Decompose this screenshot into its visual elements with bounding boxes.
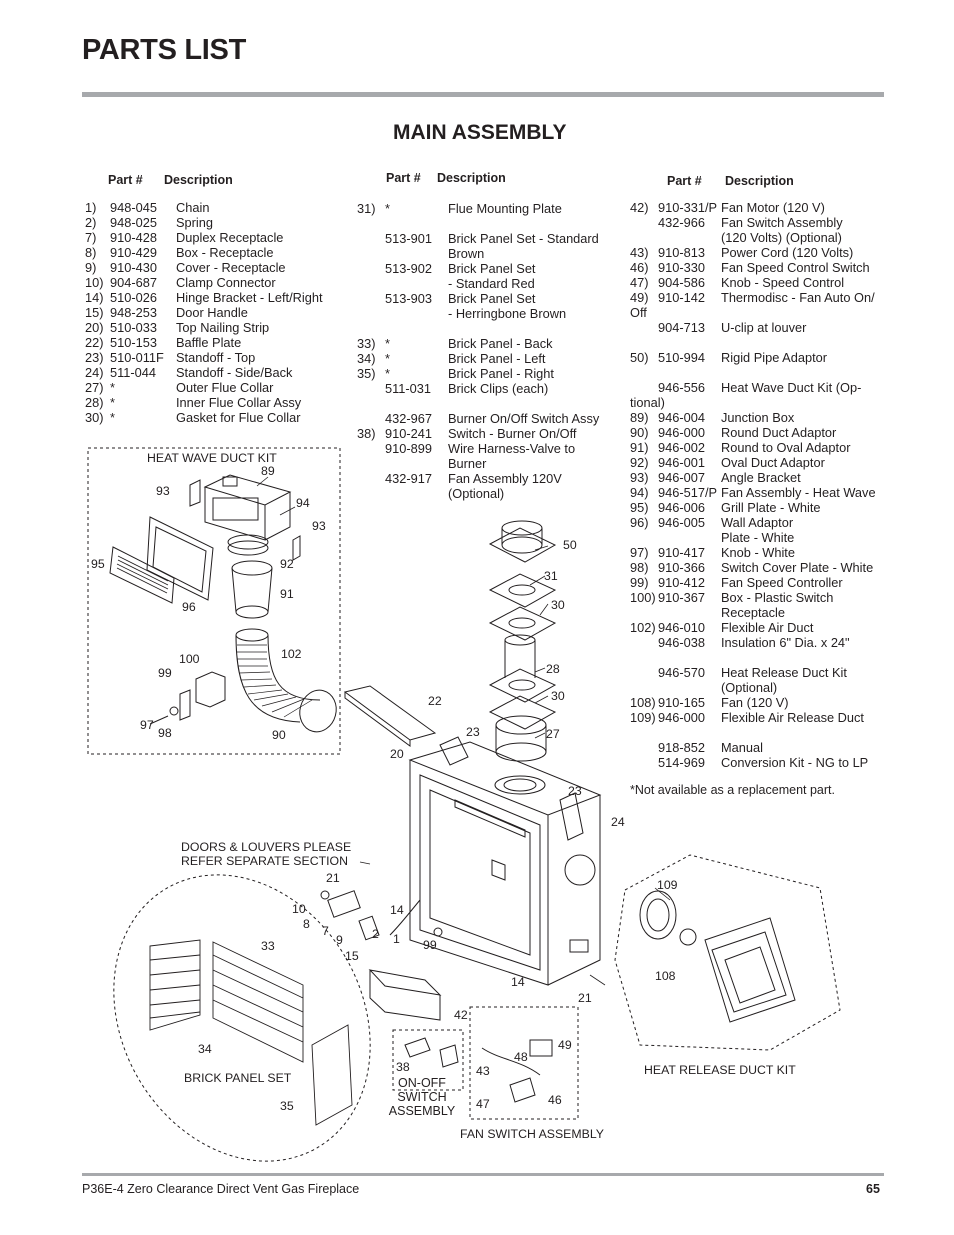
part-description: Burner — [448, 456, 487, 471]
part-description: Fan Switch Assembly — [721, 215, 843, 230]
part-description: Heat Release Duct Kit — [721, 665, 847, 680]
part-number: 910-142 — [658, 290, 705, 305]
part-description: Thermodisc - Fan Auto On/ — [721, 290, 875, 305]
item-number: 50) — [630, 350, 649, 365]
callout-number: 50 — [563, 538, 577, 552]
part-number: 946-556 — [658, 380, 705, 395]
callout-number: 21 — [326, 871, 340, 885]
part-number: 910-899 — [385, 441, 432, 456]
part-number: 510-011F — [110, 350, 164, 365]
heat-wave-kit-outline — [88, 448, 340, 754]
fan-switch-caption: FAN SWITCH ASSEMBLY — [460, 1127, 604, 1141]
item-number: 98) — [630, 560, 649, 575]
part-description: Brick Panel - Right — [448, 366, 554, 381]
part-description: Flue Mounting Plate — [448, 201, 562, 216]
part-number: 511-031 — [385, 381, 432, 396]
part-description: Brick Panel - Left — [448, 351, 546, 366]
part-number: 513-902 — [385, 261, 432, 276]
part-description: Knob - Speed Control — [721, 275, 845, 290]
part-number: 910-428 — [110, 230, 157, 245]
col2-part-header: Part # — [386, 171, 421, 185]
heat-wave-kit-caption: HEAT WAVE DUCT KIT — [147, 451, 277, 465]
part-number: 946-007 — [658, 470, 705, 485]
callout-number: 93 — [312, 519, 326, 533]
callout-number: 97 — [140, 718, 154, 732]
col1-desc-header: Description — [164, 173, 233, 187]
brick-panel-drawing — [150, 940, 352, 1125]
callout-number: 14 — [511, 975, 525, 989]
part-description: Heat Wave Duct Kit (Op- — [721, 380, 862, 395]
item-number: 93) — [630, 470, 649, 485]
callout-number: 30 — [551, 598, 565, 612]
part-number: * — [385, 201, 390, 216]
col3-part-header: Part # — [667, 174, 702, 188]
part-number: 910-412 — [658, 575, 705, 590]
part-number: 513-903 — [385, 291, 432, 306]
onoff-switch-caption: ON-OFF SWITCH ASSEMBLY — [388, 1076, 456, 1118]
callout-number: 23 — [466, 725, 480, 739]
callout-number: 98 — [158, 726, 172, 740]
callout-number: 7 — [322, 924, 329, 938]
part-description: Grill Plate - White — [721, 500, 821, 515]
callout-number: 49 — [558, 1038, 572, 1052]
item-number: 33) — [357, 336, 376, 351]
part-description: Spring — [176, 215, 213, 230]
part-description: Fan Assembly 120V — [448, 471, 562, 486]
part-number: 910-331/P — [658, 200, 718, 215]
part-number: 948-025 — [110, 215, 157, 230]
callout-number: 96 — [182, 600, 196, 614]
availability-note: *Not available as a replacement part. — [630, 783, 835, 797]
item-number: 2) — [85, 215, 97, 230]
callout-number: 38 — [396, 1060, 410, 1074]
part-number: 510-033 — [110, 320, 157, 335]
part-description: Duplex Receptacle — [176, 230, 284, 245]
item-number: 96) — [630, 515, 649, 530]
item-number: 8) — [85, 245, 97, 260]
heat-release-drawing — [640, 891, 795, 1022]
item-number: 109) — [630, 710, 656, 725]
part-description: Flexible Air Duct — [721, 620, 814, 635]
part-description: Brown — [448, 246, 485, 261]
part-number: 432-917 — [385, 471, 432, 486]
part-description: Box - Receptacle — [176, 245, 274, 260]
part-number: 910-430 — [110, 260, 157, 275]
part-description: Brick Panel Set — [448, 291, 536, 306]
part-description: Rigid Pipe Adaptor — [721, 350, 827, 365]
item-number: 95) — [630, 500, 649, 515]
callout-number: 42 — [454, 1008, 468, 1022]
part-description: Insulation 6" Dia. x 24" — [721, 635, 850, 650]
part-number: 946-010 — [658, 620, 705, 635]
item-number: 15) — [85, 305, 104, 320]
part-description: Baffle Plate — [176, 335, 242, 350]
part-number: 948-253 — [110, 305, 157, 320]
part-description: Off — [630, 305, 647, 320]
callout-number: 35 — [280, 1099, 294, 1113]
part-description: (120 Volts) (Optional) — [721, 230, 842, 245]
callout-number: 22 — [428, 694, 442, 708]
brick-panel-caption: BRICK PANEL SET — [184, 1071, 292, 1085]
part-number: 910-165 — [658, 695, 705, 710]
part-description: Wire Harness-Valve to — [448, 441, 576, 456]
callout-number: 89 — [261, 464, 275, 478]
page-number: 65 — [866, 1182, 880, 1196]
part-number: 946-038 — [658, 635, 705, 650]
part-description: Top Nailing Strip — [176, 320, 270, 335]
item-number: 49) — [630, 290, 649, 305]
part-description: Burner On/Off Switch Assy — [448, 411, 600, 426]
part-description: Clamp Connector — [176, 275, 276, 290]
callout-number: 28 — [546, 662, 560, 676]
callout-number: 100 — [179, 652, 200, 666]
callout-number: 92 — [280, 557, 294, 571]
col1-part-header: Part # — [108, 173, 143, 187]
heat-release-outline — [615, 855, 840, 1050]
callout-number: 2 — [372, 927, 379, 941]
callout-number: 94 — [296, 496, 310, 510]
part-description: Knob - White — [721, 545, 795, 560]
callout-number: 33 — [261, 939, 275, 953]
callout-number: 99 — [423, 938, 437, 952]
part-description: Manual — [721, 740, 763, 755]
part-description: - Standard Red — [448, 276, 535, 291]
part-number: 513-901 — [385, 231, 432, 246]
part-number: 432-967 — [385, 411, 432, 426]
part-description: Brick Panel Set - Standard — [448, 231, 599, 246]
part-description: Fan Speed Control Switch — [721, 260, 870, 275]
item-number: 92) — [630, 455, 649, 470]
callout-number: 91 — [280, 587, 294, 601]
item-number: 28) — [85, 395, 104, 410]
callout-number: 1 — [393, 932, 400, 946]
part-description: Hinge Bracket - Left/Right — [176, 290, 323, 305]
part-number: 432-966 — [658, 215, 705, 230]
footer-divider — [82, 1173, 884, 1176]
part-description: Outer Flue Collar — [176, 380, 274, 395]
part-number: 510-994 — [658, 350, 705, 365]
part-description: Wall Adaptor — [721, 515, 794, 530]
part-number: 946-570 — [658, 665, 705, 680]
doors-louvers-caption: DOORS & LOUVERS PLEASE REFER SEPARATE SECTION — [181, 840, 352, 868]
junction-box-drawing — [205, 475, 290, 540]
item-number: 24) — [85, 365, 104, 380]
item-number: 35) — [357, 366, 376, 381]
callout-number: 95 — [91, 557, 105, 571]
part-description: Fan (120 V) — [721, 695, 789, 710]
callout-number: 30 — [551, 689, 565, 703]
item-number: 30) — [85, 410, 104, 425]
part-number: 946-000 — [658, 710, 705, 725]
part-description: Junction Box — [721, 410, 795, 425]
item-number: 108) — [630, 695, 656, 710]
part-number: 946-005 — [658, 515, 705, 530]
item-number: 89) — [630, 410, 649, 425]
part-description: Receptacle — [721, 605, 786, 620]
part-description: Standoff - Side/Back — [176, 365, 293, 380]
part-description: Switch Cover Plate - White — [721, 560, 874, 575]
part-description: Fan Motor (120 V) — [721, 200, 825, 215]
part-description: Round to Oval Adaptor — [721, 440, 851, 455]
part-number: 510-153 — [110, 335, 157, 350]
col2-desc-header: Description — [437, 171, 506, 185]
part-number: * — [385, 336, 390, 351]
item-number: 10) — [85, 275, 104, 290]
item-number: 9) — [85, 260, 97, 275]
part-description: Round Duct Adaptor — [721, 425, 837, 440]
item-number: 91) — [630, 440, 649, 455]
part-number: 946-001 — [658, 455, 705, 470]
item-number: 46) — [630, 260, 649, 275]
heat-release-caption: HEAT RELEASE DUCT KIT — [644, 1063, 796, 1077]
part-number: 904-687 — [110, 275, 157, 290]
part-description: U-clip at louver — [721, 320, 807, 335]
part-number: 946-002 — [658, 440, 705, 455]
part-description: Door Handle — [176, 305, 248, 320]
callout-number: 109 — [657, 878, 678, 892]
item-number: 38) — [357, 426, 376, 441]
part-number: 910-813 — [658, 245, 705, 260]
part-number: 918-852 — [658, 740, 705, 755]
callout-number: 48 — [514, 1050, 528, 1064]
part-description: Box - Plastic Switch — [721, 590, 834, 605]
page-title: PARTS LIST — [82, 34, 247, 66]
callout-number: 99 — [158, 666, 172, 680]
part-number: 910-367 — [658, 590, 705, 605]
item-number: 47) — [630, 275, 649, 290]
part-number: 910-417 — [658, 545, 705, 560]
part-number: 948-045 — [110, 200, 157, 215]
callout-number: 9 — [336, 933, 343, 947]
item-number: 42) — [630, 200, 649, 215]
part-description: Angle Bracket — [721, 470, 801, 485]
item-number: 7) — [85, 230, 97, 245]
part-description: Fan Assembly - Heat Wave — [721, 485, 876, 500]
part-number: * — [110, 395, 115, 410]
part-number: 910-241 — [385, 426, 432, 441]
callout-number: 10 — [292, 902, 306, 916]
part-number: * — [385, 366, 390, 381]
part-description: Brick Panel Set — [448, 261, 536, 276]
flexible-duct-drawing — [236, 629, 341, 736]
part-description: Brick Panel - Back — [448, 336, 553, 351]
part-description: Inner Flue Collar Assy — [176, 395, 302, 410]
item-number: 1) — [85, 200, 97, 215]
callout-number: 90 — [272, 728, 286, 742]
item-number: 102) — [630, 620, 656, 635]
item-number: 22) — [85, 335, 104, 350]
callout-number: 8 — [303, 917, 310, 931]
callout-number: 27 — [546, 727, 560, 741]
part-number: 511-044 — [110, 365, 157, 380]
part-description: tional) — [630, 395, 665, 410]
callout-number: 43 — [476, 1064, 490, 1078]
item-number: 31) — [357, 201, 376, 216]
callout-number: 46 — [548, 1093, 562, 1107]
part-number: 946-517/P — [658, 485, 718, 500]
item-number: 100) — [630, 590, 656, 605]
part-number: * — [385, 351, 390, 366]
footer-document-title: P36E-4 Zero Clearance Direct Vent Gas Fireplace — [82, 1182, 360, 1196]
callout-number: 24 — [611, 815, 625, 829]
callout-number: 108 — [655, 969, 676, 983]
part-description: Oval Duct Adaptor — [721, 455, 825, 470]
part-description: - Herringbone Brown — [448, 306, 567, 321]
col3-desc-header: Description — [725, 174, 794, 188]
part-number: 946-000 — [658, 425, 705, 440]
item-number: 27) — [85, 380, 104, 395]
callout-number: 23 — [568, 784, 582, 798]
part-number: * — [110, 380, 115, 395]
part-number: 910-429 — [110, 245, 157, 260]
item-number: 34) — [357, 351, 376, 366]
part-description: (Optional) — [448, 486, 505, 501]
part-number: 910-366 — [658, 560, 705, 575]
item-number: 20) — [85, 320, 104, 335]
callout-number: 93 — [156, 484, 170, 498]
item-number: 97) — [630, 545, 649, 560]
part-description: Power Cord (120 Volts) — [721, 245, 854, 260]
part-description: (Optional) — [721, 680, 778, 695]
callout-number: 20 — [390, 747, 404, 761]
part-description: Plate - White — [721, 530, 795, 545]
item-number: 99) — [630, 575, 649, 590]
part-description: Chain — [176, 200, 210, 215]
callout-number: 15 — [345, 949, 359, 963]
part-description: Fan Speed Controller — [721, 575, 843, 590]
part-description: Cover - Receptacle — [176, 260, 286, 275]
item-number: 43) — [630, 245, 649, 260]
part-description: Gasket for Flue Collar — [176, 410, 301, 425]
part-number: 904-713 — [658, 320, 705, 335]
part-number: 910-330 — [658, 260, 705, 275]
brick-panel-outline — [63, 828, 421, 1208]
item-number: 90) — [630, 425, 649, 440]
part-description: Switch - Burner On/Off — [448, 426, 577, 441]
callout-number: 14 — [390, 903, 404, 917]
part-number: 904-586 — [658, 275, 705, 290]
part-number: 946-006 — [658, 500, 705, 515]
part-description: Standoff - Top — [176, 350, 256, 365]
item-number: 14) — [85, 290, 104, 305]
part-number: * — [110, 410, 115, 425]
callout-number: 21 — [578, 991, 592, 1005]
fireplace-body-drawing — [410, 737, 600, 985]
section-title: MAIN ASSEMBLY — [393, 121, 567, 144]
callout-number: 34 — [198, 1042, 212, 1056]
part-number: 946-004 — [658, 410, 705, 425]
part-description: Brick Clips (each) — [448, 381, 549, 396]
callout-number: 102 — [281, 647, 302, 661]
part-description: Flexible Air Release Duct — [721, 710, 864, 725]
part-description: Conversion Kit - NG to LP — [721, 755, 869, 770]
callout-number: 47 — [476, 1097, 490, 1111]
item-number: 94) — [630, 485, 649, 500]
part-number: 514-969 — [658, 755, 705, 770]
callout-number: 31 — [544, 569, 558, 583]
part-number: 510-026 — [110, 290, 157, 305]
item-number: 23) — [85, 350, 104, 365]
